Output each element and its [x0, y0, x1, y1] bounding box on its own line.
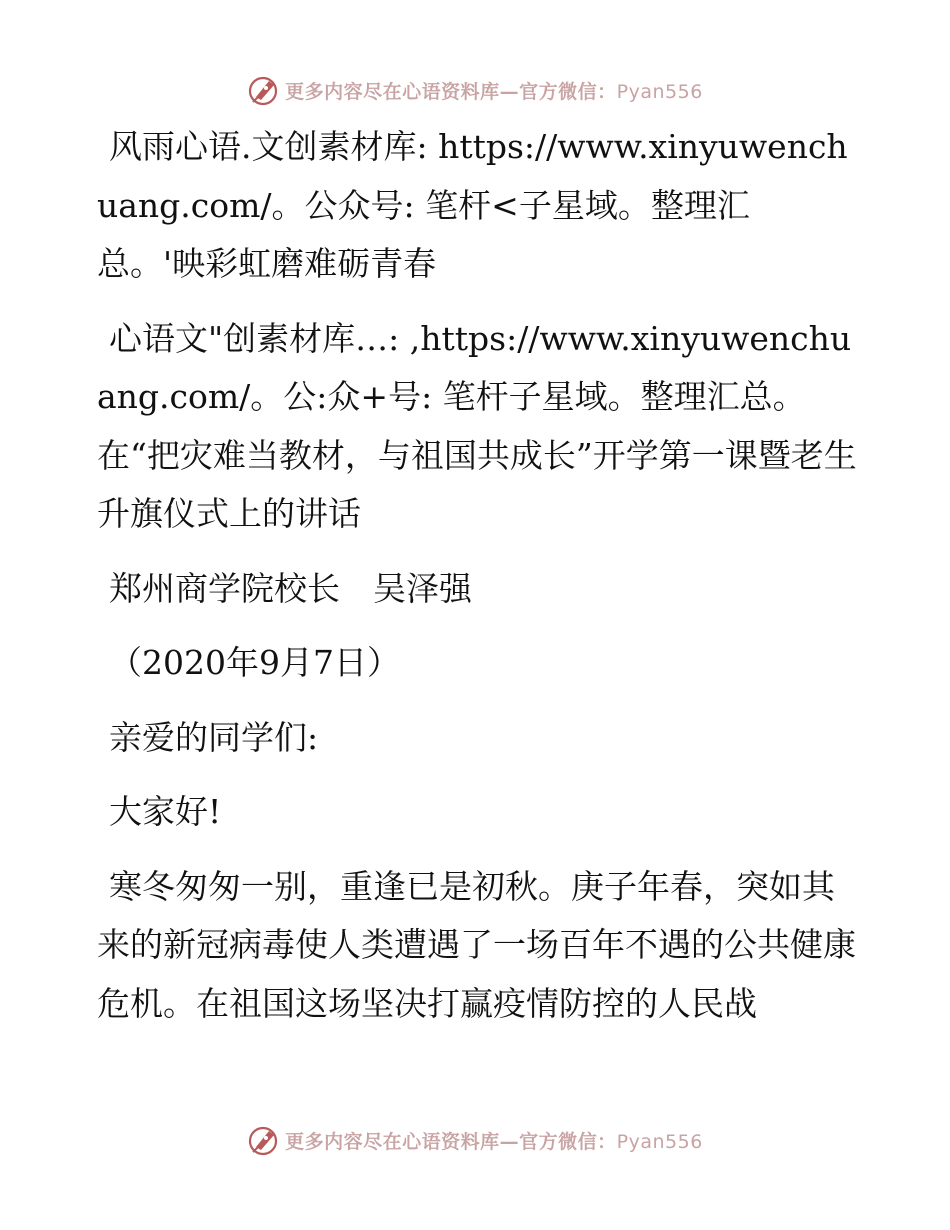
paragraph-source-2-title: 心语文"创素材库…: ,https://www.xinyuwenchuang.com/。公:众+号: 笔杆子星域。整理汇总。在“把灾难当教材，与祖国共成长”开学第一课暨老生升旗仪式上的讲话 — [97, 318, 857, 533]
pen-nib-logo-icon — [247, 73, 281, 107]
salutation: 亲爱的同学们: — [109, 717, 319, 757]
body-paragraph: 寒冬匆匆一别，重逢已是初秋。庚子年春，突如其来的新冠病毒使人类遭遇了一场百年不遇的公共健康危机。在祖国这场坚决打赢疫情防控的人民战 — [97, 866, 856, 1023]
footer-banner — [0, 1120, 950, 1160]
header-wechat-id: Pyan556 — [616, 80, 703, 103]
paragraph-source-1: 风雨心语.文创素材库: https://www.xinyuwenchuang.com/。公众号: 笔杆<子星域。整理汇总。'映彩虹磨难砺青春 — [97, 127, 848, 283]
pen-nib-logo-icon — [247, 1123, 281, 1157]
footer-wechat-id: Pyan556 — [616, 1130, 703, 1153]
header-banner-text: 更多内容尽在心语资料库—官方微信：Pyan556 — [285, 80, 703, 103]
author-line: 郑州商学院校长 吴泽强 — [109, 568, 472, 608]
header-banner — [0, 70, 950, 110]
document-body — [97, 118, 857, 1049]
date-line: （2020年9月7日） — [109, 643, 400, 682]
greeting: 大家好! — [109, 792, 222, 831]
footer-banner-text: 更多内容尽在心语资料库—官方微信：Pyan556 — [285, 1130, 703, 1153]
